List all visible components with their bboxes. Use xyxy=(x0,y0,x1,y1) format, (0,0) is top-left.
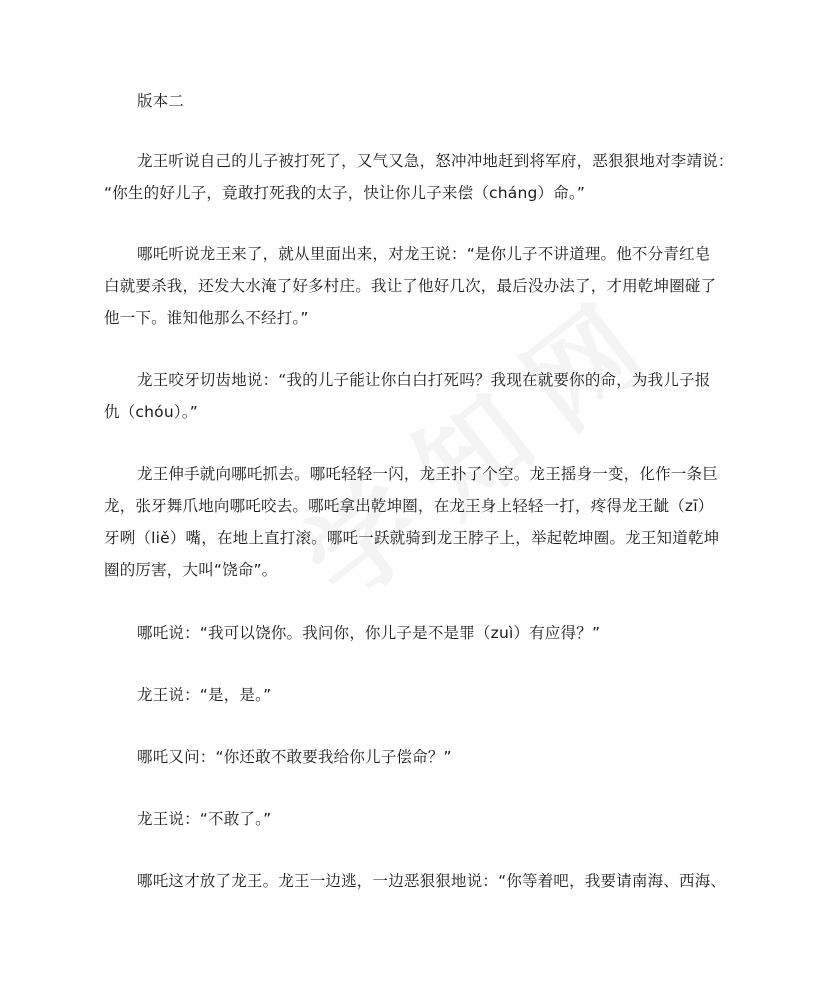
text-line: 龙王说：“是，是。” xyxy=(137,686,272,704)
text-line: 白就要杀我，还发大水淹了好多村庄。我让了他好几次，最后没办法了，才用乾坤圈碰了 xyxy=(104,277,717,295)
text-line: 他一下。谁知他那么不经打。” xyxy=(104,309,309,327)
text-line: 哪吒又问：“你还敢不敢要我给你儿子偿命？” xyxy=(137,748,452,766)
text-line: 龙，张牙舞爪地向哪吒咬去。哪吒拿出乾坤圈，在龙王身上轻轻一打，疼得龙王龇（zī） xyxy=(104,497,714,515)
text-line: “你生的好儿子，竟敢打死我的太子，快让你儿子来偿（cháng）命。” xyxy=(104,184,586,202)
text-line: 哪吒这才放了龙王。龙王一边逃，一边恶狠狠地说：“你等着吧，我要请南海、西海、 xyxy=(137,872,727,890)
text-line: 龙王听说自己的儿子被打死了，又气又急，怒冲冲地赶到将军府，恶狠狠地对李靖说： xyxy=(137,152,734,170)
text-line: 仇（chóu）。” xyxy=(104,403,198,421)
section-heading: 版本二 xyxy=(137,92,185,110)
text-line: 牙咧（liě）嘴，在地上直打滚。哪吒一跃就骑到龙王脖子上，举起乾坤圈。龙王知道乾坤 xyxy=(104,529,720,547)
text-line: 圈的厉害，大叫“饶命”。 xyxy=(104,561,278,579)
text-line: 龙王说：“不敢了。” xyxy=(137,810,272,828)
text-line: 龙王咬牙切齿地说：“我的儿子能让你白白打死吗？我现在就要你的命，为我儿子报 xyxy=(137,371,711,389)
text-line: 哪吒说：“我可以饶你。我问你，你儿子是不是罪（zuì）有应得？” xyxy=(137,624,601,642)
text-line: 哪吒听说龙王来了，就从里面出来，对龙王说：“是你儿子不讲道理。他不分青红皂 xyxy=(137,245,711,263)
text-line: 龙王伸手就向哪吒抓去。哪吒轻轻一闪，龙王扑了个空。龙王摇身一变，化作一条巨 xyxy=(137,465,718,483)
